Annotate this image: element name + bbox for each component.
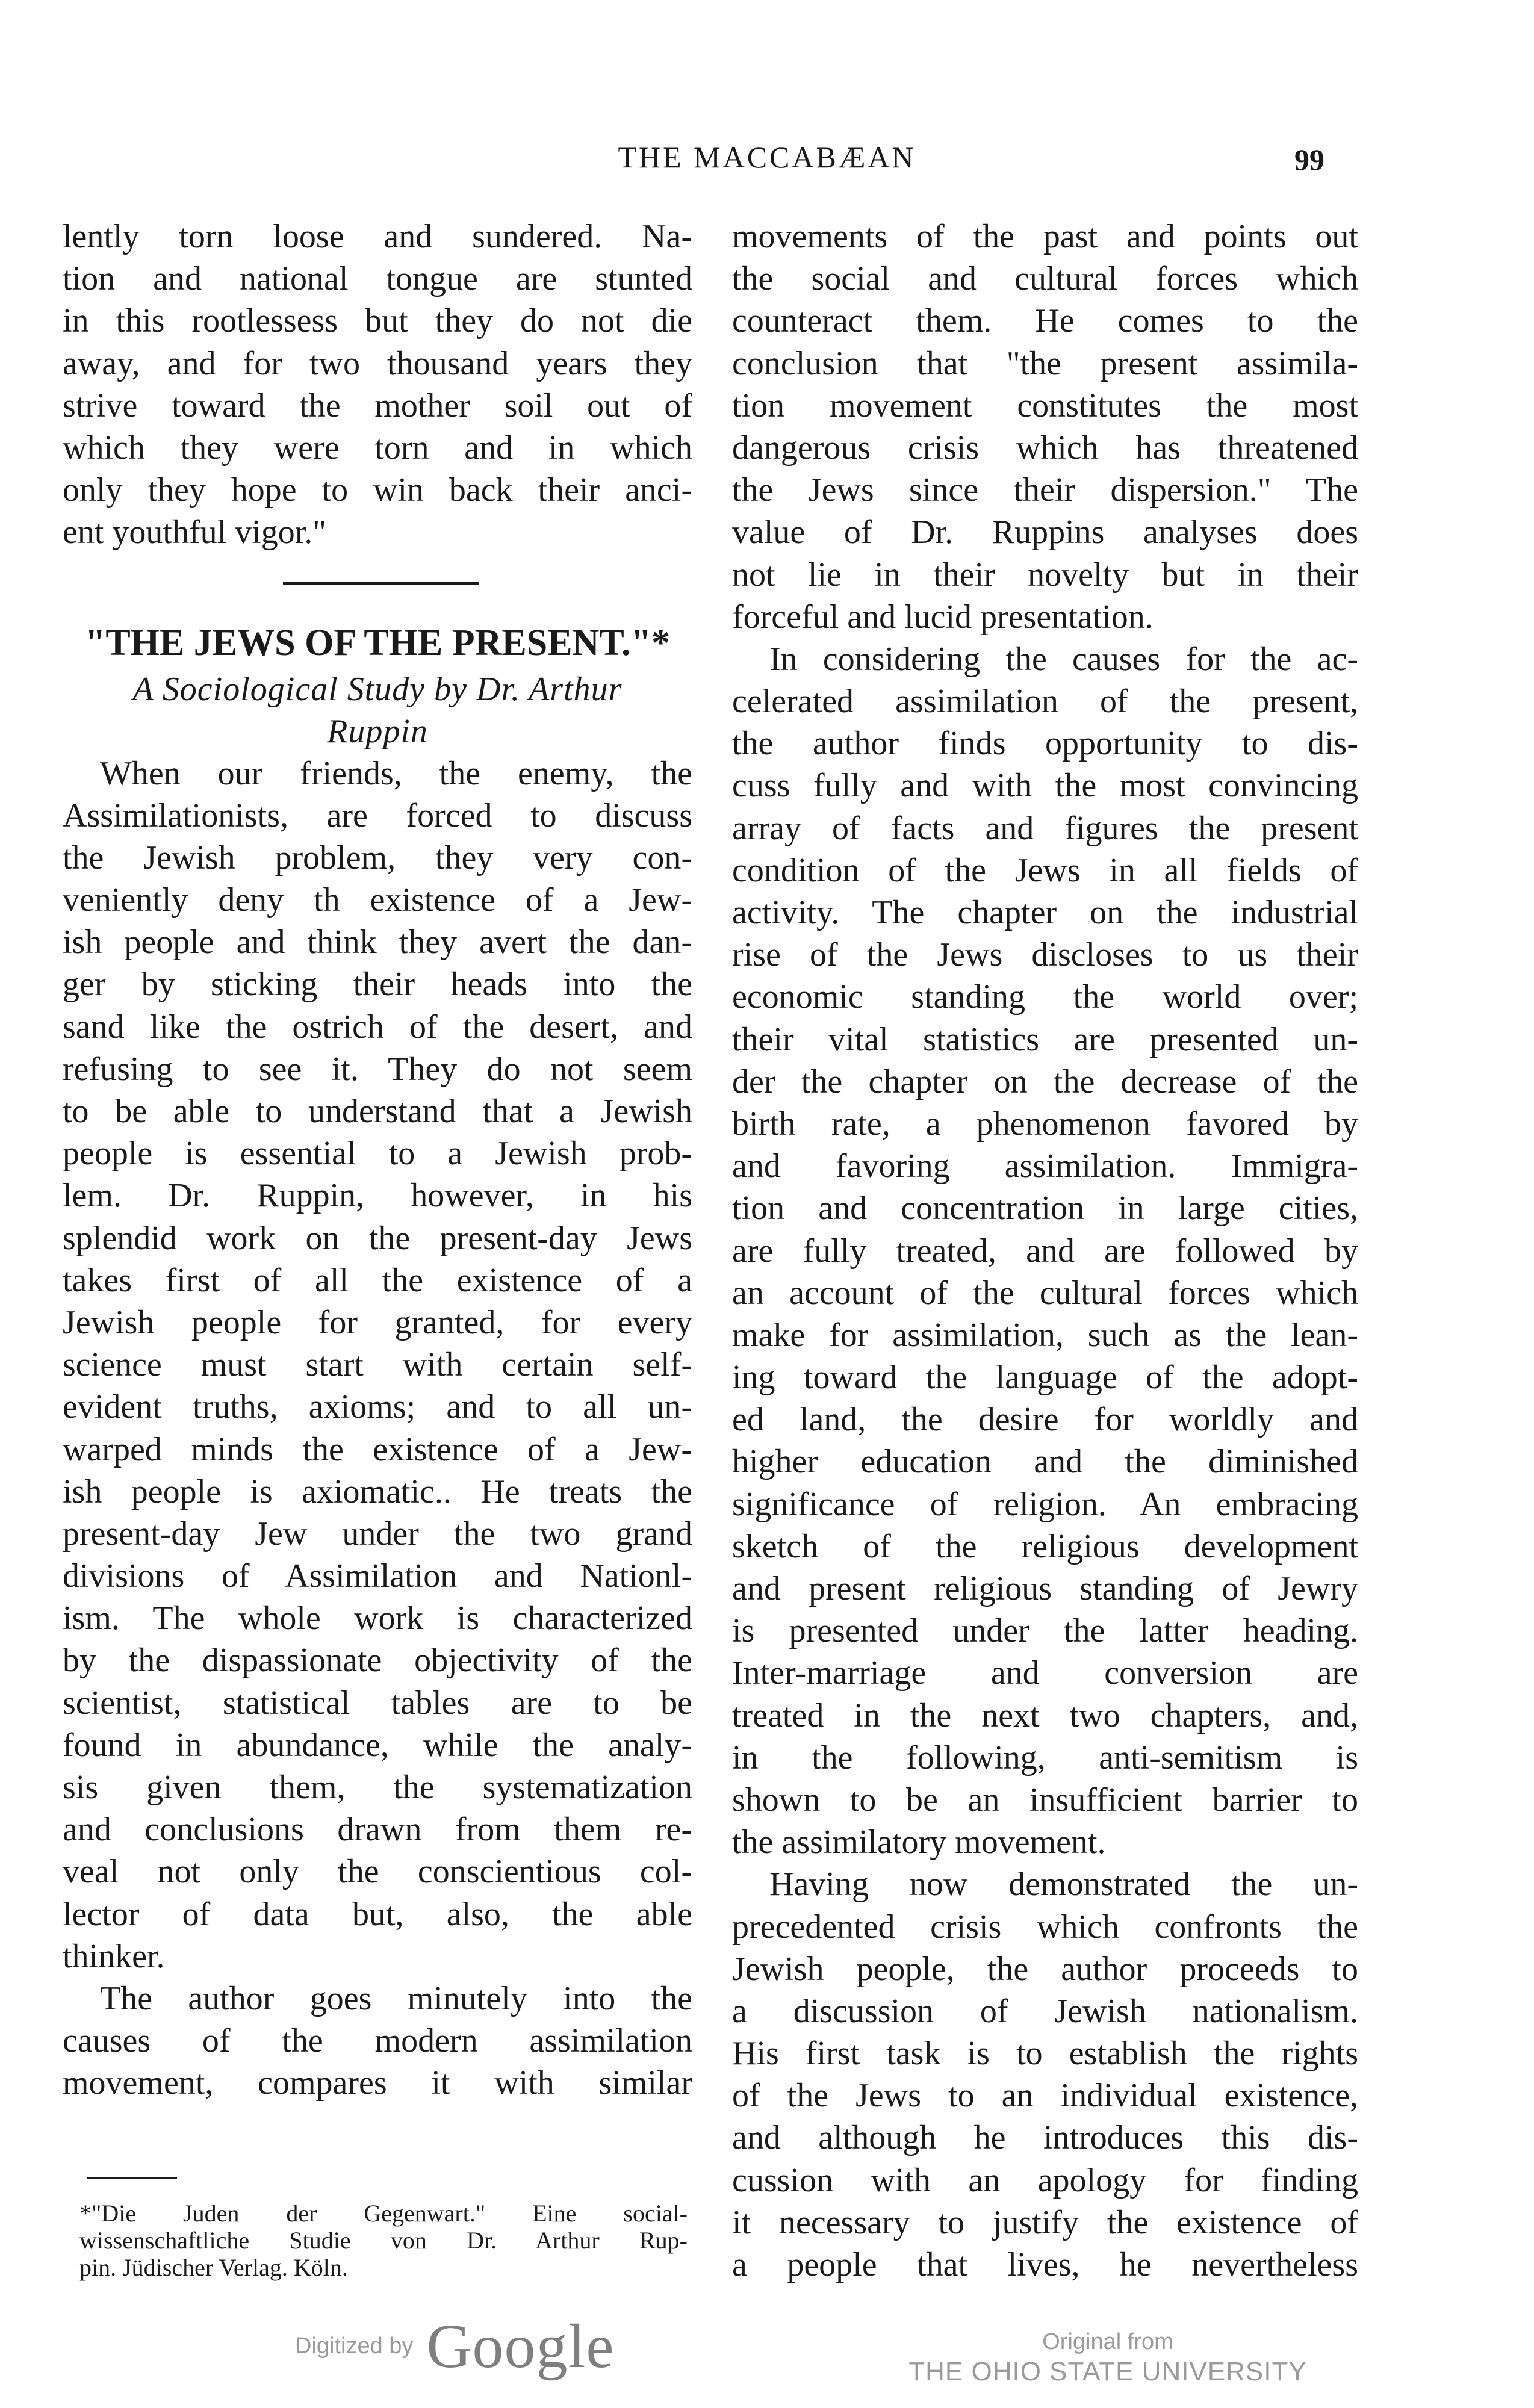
text-line: His first task is to establish the rights <box>732 2035 1358 2073</box>
text-line: veal not only the conscientious col- <box>63 1853 692 1891</box>
body-paragraph <box>732 638 1358 1863</box>
text-line: ent youthful vigor." <box>63 514 327 551</box>
text-line: rise of the Jews discloses to us their <box>732 936 1358 974</box>
text-line: movement, compares it with similar <box>63 2064 692 2102</box>
text-line: tion movement constitutes the most <box>732 386 1358 424</box>
page-number: 99 <box>1294 143 1324 176</box>
text-line: der the chapter on the decrease of the <box>732 1063 1358 1100</box>
text-line: warped minds the existence of a Jew- <box>63 1430 692 1468</box>
text-line: in the following, anti-semitism is <box>732 1739 1358 1777</box>
text-line: ger by sticking their heads into the <box>63 966 692 1004</box>
text-line: and although he introduces this dis- <box>732 2119 1358 2157</box>
text-line: birth rate, a phenomenon favored by <box>732 1105 1358 1143</box>
text-line: dangerous crisis which has threatened <box>732 429 1358 467</box>
text-line: sketch of the religious development <box>732 1527 1358 1565</box>
text-line: their vital statistics are presented un- <box>732 1020 1358 1058</box>
text-line: array of facts and figures the present <box>732 809 1358 847</box>
text-line: ism. The whole work is characterized <box>63 1600 692 1637</box>
intro-paragraph <box>63 216 692 554</box>
body-paragraph <box>732 216 1358 638</box>
text-line: of the Jews to an individual existence, <box>732 2077 1358 2115</box>
footnote-divider <box>87 2177 177 2179</box>
text-line: to be able to understand that a Jewish <box>63 1093 692 1130</box>
digitized-by-attribution <box>295 2313 615 2379</box>
text-line: splendid work on the present-day Jews <box>63 1219 692 1257</box>
text-line: thinker. <box>63 1937 165 1975</box>
footnote-line: *"Die Juden der Gegenwart." Eine social- <box>79 2200 688 2227</box>
text-line: tion and concentration in large cities, <box>732 1190 1358 1227</box>
text-line: Having now demonstrated the un- <box>769 1866 1358 1904</box>
text-line: precedented crisis which confronts the <box>732 1908 1358 1946</box>
text-line: sand like the ostrich of the desert, and <box>63 1008 692 1046</box>
text-line: ing toward the language of the adopt- <box>732 1359 1358 1397</box>
text-line: counteract them. He comes to the <box>732 302 1358 340</box>
text-line: refusing to see it. They do not seem <box>63 1050 692 1088</box>
article-heading: "THE JEWS OF THE PRESENT."* <box>84 622 671 663</box>
text-line: strive toward the mother soil out of <box>63 386 692 424</box>
text-line: Jewish people, the author proceeds to <box>732 1950 1358 1988</box>
text-line: the assimilatory movement. <box>732 1823 1106 1861</box>
text-line: it necessary to justify the existence of <box>732 2203 1358 2241</box>
text-line: treated in the next two chapters, and, <box>732 1696 1358 1734</box>
text-line: only they hope to win back their anci- <box>63 471 692 509</box>
left-column <box>63 216 692 2105</box>
running-header: THE MACCABÆAN <box>618 140 916 174</box>
right-column <box>732 216 1358 2286</box>
text-line: ish people and think they avert the dan- <box>63 923 692 961</box>
text-line: tion and national tongue are stunted <box>63 260 692 298</box>
text-line: people is essential to a Jewish prob- <box>63 1135 692 1173</box>
text-line: veniently deny th existence of a Jew- <box>63 881 692 919</box>
body-paragraph <box>732 1863 1358 2286</box>
text-line: an account of the cultural forces which <box>732 1274 1358 1312</box>
body-paragraph <box>63 752 692 1978</box>
text-line: in this rootlessess but they do not die <box>63 302 692 340</box>
text-line: away, and for two thousand years they <box>63 344 692 382</box>
text-line: lector of data but, also, the able <box>63 1895 692 1933</box>
section-divider <box>63 554 692 618</box>
text-line: The author goes minutely into the <box>100 1979 692 2017</box>
article-subtitle: A Sociological Study by Dr. Arthur <box>132 670 623 708</box>
text-line: movements of the past and points out <box>732 218 1358 255</box>
text-line: a people that lives, he nevertheless <box>732 2246 1358 2283</box>
text-line: In considering the causes for the ac- <box>769 640 1358 678</box>
text-line: conclusion that "the present assimila- <box>732 344 1358 382</box>
text-line: the author finds opportunity to dis- <box>732 725 1358 763</box>
digitized-by-label: Digitized by <box>295 2333 414 2359</box>
text-line: divisions of Assimilation and Nationl- <box>63 1557 692 1595</box>
text-line: which they were torn and in which <box>63 429 692 467</box>
text-line: evident truths, axioms; and to all un- <box>63 1388 692 1426</box>
text-line: cussion with an apology for finding <box>732 2161 1358 2199</box>
text-line: scientist, statistical tables are to be <box>63 1684 692 1722</box>
text-line: sis given them, the systematization <box>63 1769 692 1806</box>
text-line: condition of the Jews in all fields of <box>732 851 1358 889</box>
text-line: higher education and the diminished <box>732 1443 1358 1481</box>
text-line: are fully treated, and are followed by <box>732 1232 1358 1270</box>
text-line: value of Dr. Ruppins analyses does <box>732 514 1358 551</box>
footnote <box>79 2200 688 2281</box>
text-line: Assimilationists, are forced to discuss <box>63 796 692 834</box>
text-line: science must start with certain self- <box>63 1346 692 1384</box>
original-from-label: Original from <box>1042 2329 1173 2354</box>
text-line: ed land, the desire for worldly and <box>732 1401 1358 1439</box>
text-line: ish people is axiomatic.. He treats the <box>63 1472 692 1510</box>
text-line: not lie in their novelty but in their <box>732 556 1358 594</box>
text-line: and conclusions drawn from them re- <box>63 1811 692 1849</box>
text-line: significance of religion. An embracing <box>732 1485 1358 1523</box>
text-line: by the dispassionate objectivity of the <box>63 1642 692 1680</box>
text-line: lently torn loose and sundered. Na- <box>63 218 692 255</box>
text-line: make for assimilation, such as the lean- <box>732 1316 1358 1354</box>
text-line: takes first of all the existence of a <box>63 1261 692 1299</box>
source-attribution <box>879 2327 1337 2388</box>
text-line: causes of the modern assimilation <box>63 2022 692 2060</box>
university-label: THE OHIO STATE UNIVERSITY <box>908 2357 1307 2386</box>
text-line: and favoring assimilation. Immigra- <box>732 1147 1358 1185</box>
text-line: present-day Jew under the two grand <box>63 1515 692 1553</box>
text-line: When our friends, the enemy, the <box>100 754 692 792</box>
google-logo: Google <box>426 2311 615 2381</box>
article-subtitle: Ruppin <box>327 712 428 750</box>
text-line: Jewish people for granted, for every <box>63 1303 692 1341</box>
text-line: cuss fully and with the most convincing <box>732 767 1358 805</box>
text-line: forceful and lucid presentation. <box>732 598 1154 636</box>
text-line: is presented under the latter heading. <box>732 1612 1358 1650</box>
text-line: found in abundance, while the analy- <box>63 1726 692 1764</box>
text-line: economic standing the world over; <box>732 978 1358 1016</box>
text-line: and present religious standing of Jewry <box>732 1570 1358 1607</box>
footnote-line: wissenschaftliche Studie von Dr. Arthur Rup- <box>79 2227 688 2254</box>
body-paragraph <box>63 1978 692 2105</box>
text-line: lem. Dr. Ruppin, however, in his <box>63 1177 692 1215</box>
text-line: the Jewish problem, they very con- <box>63 839 692 877</box>
footnote-line: pin. Jüdischer Verlag. Köln. <box>79 2254 348 2281</box>
text-line: celerated assimilation of the present, <box>732 683 1358 721</box>
text-line: the Jews since their dispersion." The <box>732 471 1358 509</box>
text-line: shown to be an insufficient barrier to <box>732 1781 1358 1819</box>
text-line: activity. The chapter on the industrial <box>732 894 1358 931</box>
text-line: the social and cultural forces which <box>732 260 1358 298</box>
text-line: a discussion of Jewish nationalism. <box>732 1992 1358 2030</box>
text-line: Inter-marriage and conversion are <box>732 1654 1358 1692</box>
